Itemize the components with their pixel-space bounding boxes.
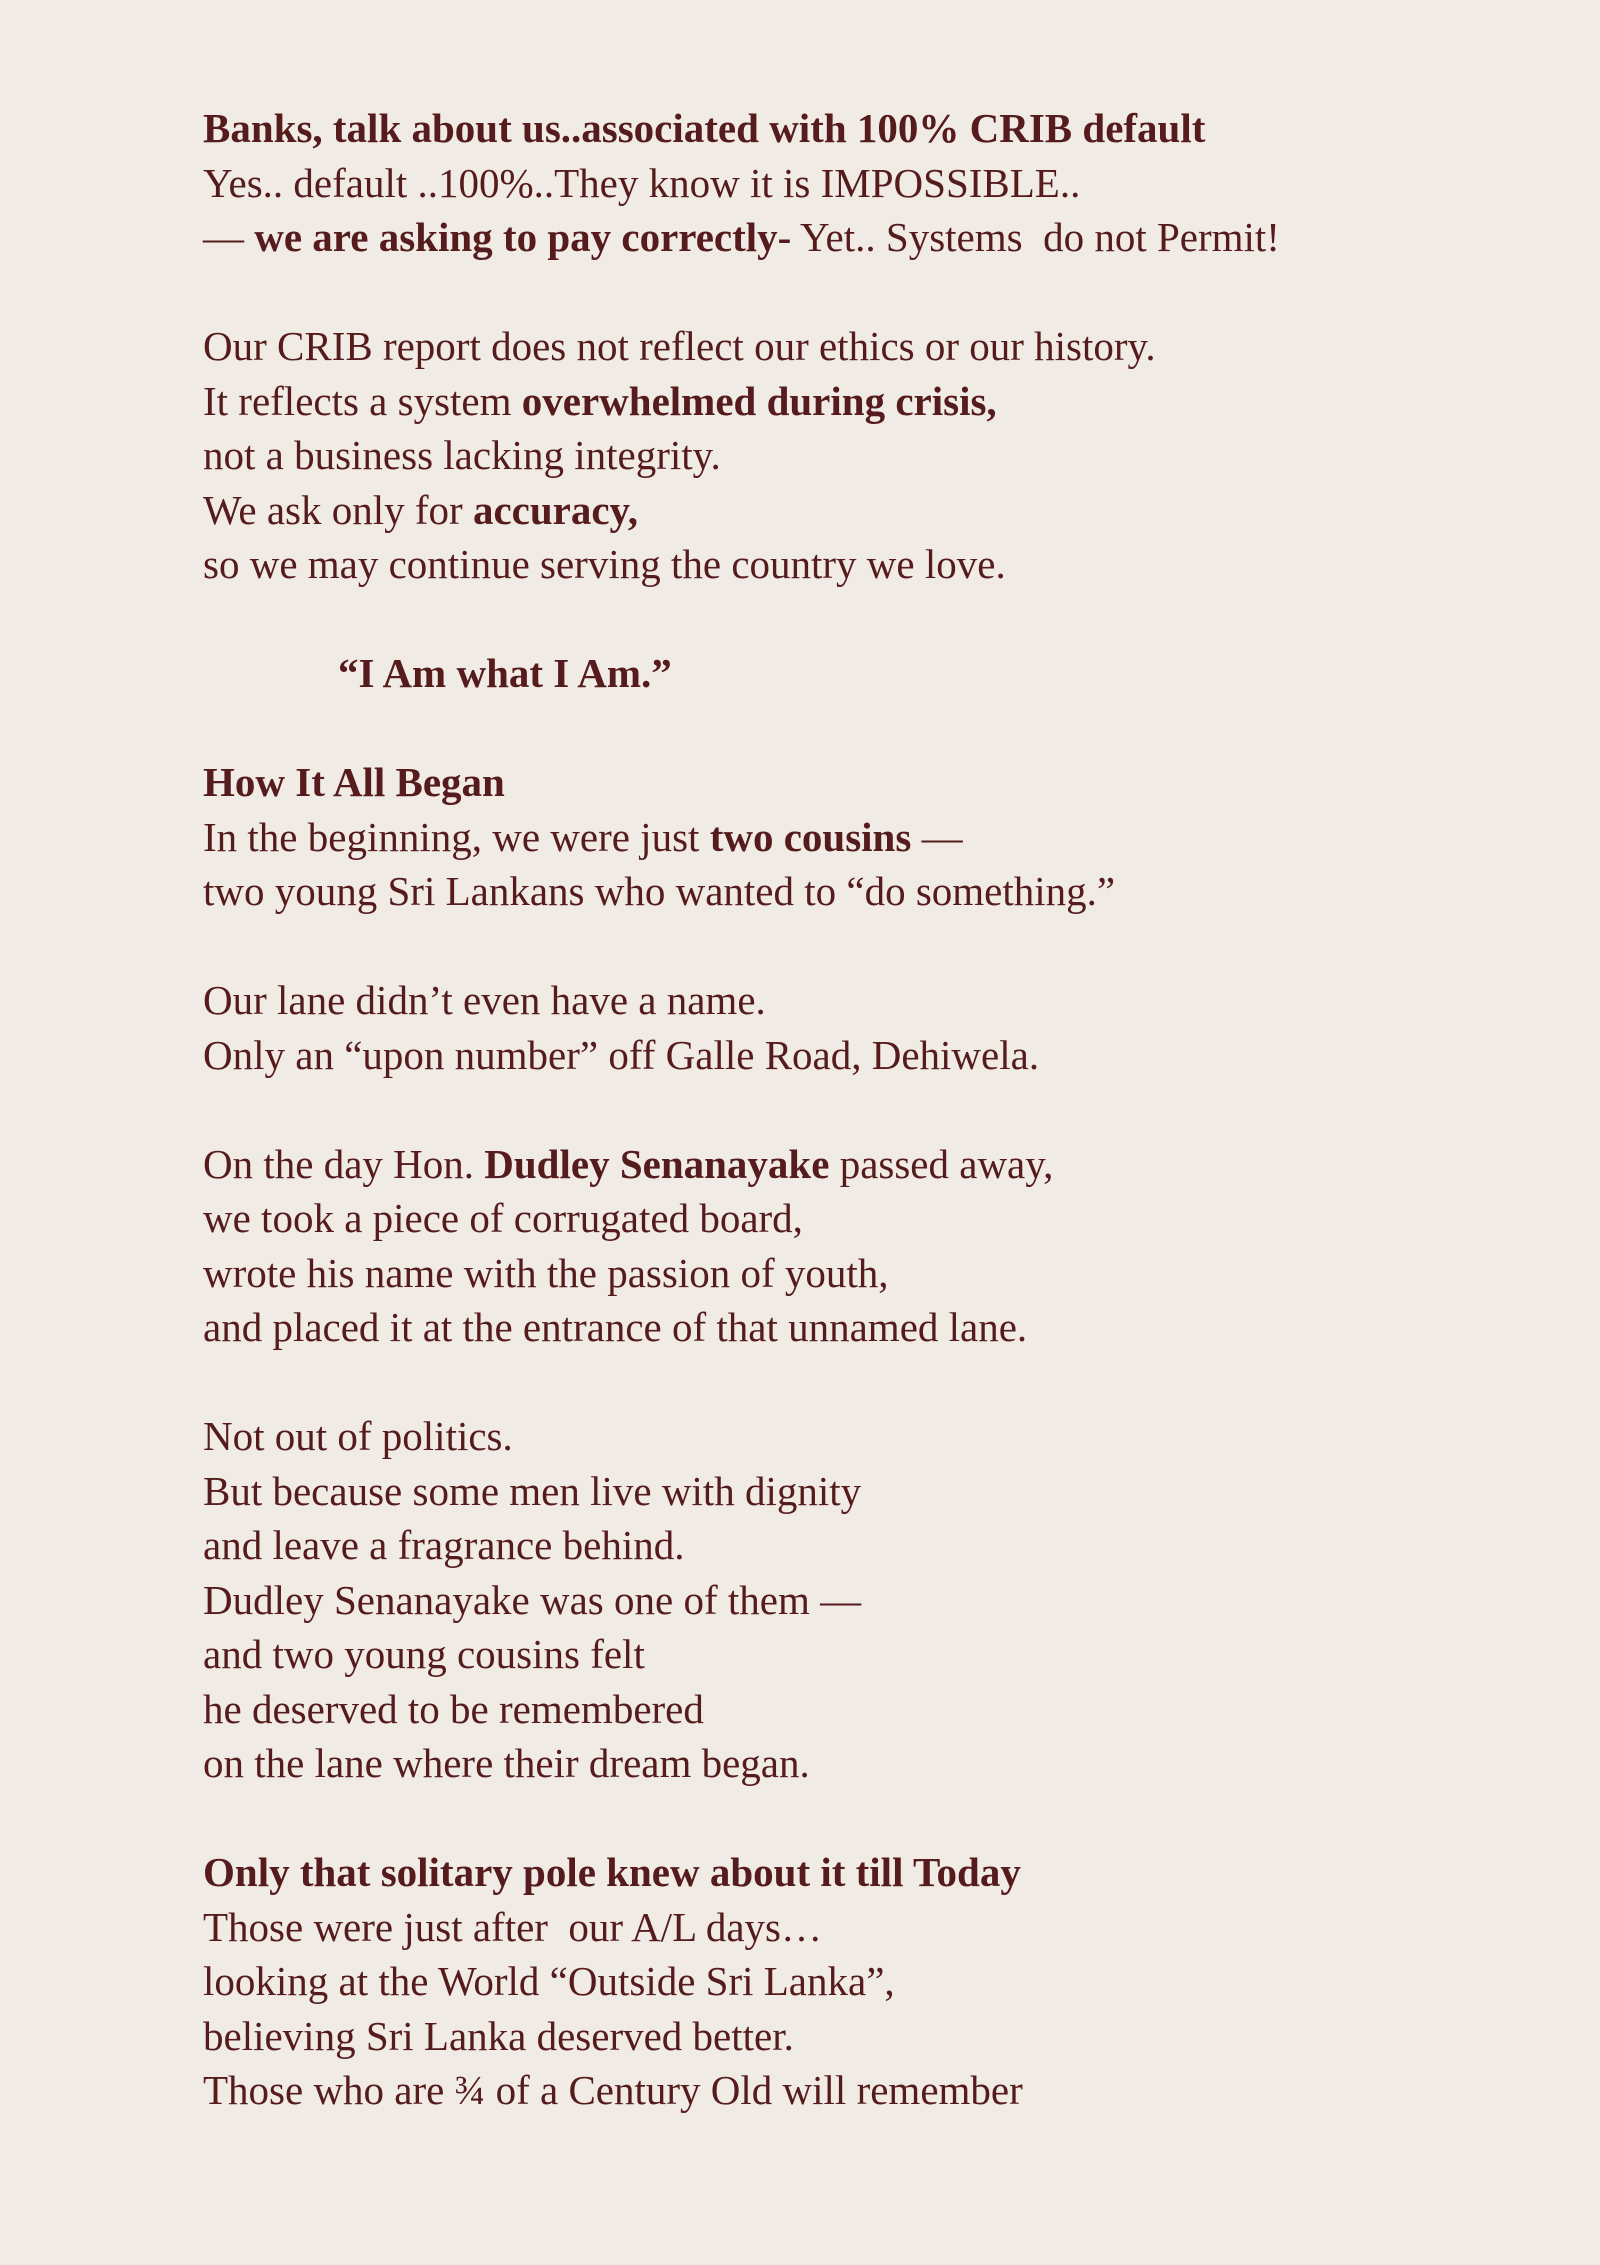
crib-line: Our CRIB report does not reflect our ethics or our history.: [203, 323, 1156, 369]
intro-line: Yes.. default ..100%..They know it is IMPOSSIBLE..: [203, 159, 1081, 206]
pole-line: Those were just after our A/L days…: [203, 1903, 823, 1950]
crib-line-bold: accuracy,: [472, 486, 639, 533]
politics-line: But because some men live with dignity: [203, 1467, 862, 1514]
dudley-line: [203, 1137, 1533, 1192]
began-line: two young Sri Lankans who wanted to “do something.”: [203, 868, 1116, 914]
politics-line: Not out of politics.: [203, 1413, 513, 1459]
pole-line: looking at the World “Outside Sri Lanka”,: [203, 1958, 895, 2004]
section-heading: Only that solitary pole knew about it till Today: [203, 1849, 1021, 1895]
pole-line: believing Sri Lanka deserved better.: [203, 2012, 794, 2059]
dudley-line: and placed it at the entrance of that unnamed lane.: [203, 1304, 1028, 1350]
lane-line: Our lane didn’t even have a name.: [203, 977, 766, 1023]
dudley-line: we took a piece of corrugated board,: [203, 1195, 803, 1241]
politics-line: he deserved to be remembered: [203, 1685, 704, 1732]
intro-heading: Banks, talk about us..associated with 100% CRIB default: [203, 105, 1206, 151]
paragraph-gap: [203, 919, 1533, 974]
paragraph-gap: [203, 701, 1533, 756]
crib-line: [203, 483, 1533, 538]
paragraph-gap: [203, 265, 1533, 320]
began-line-bold: two cousins: [709, 813, 912, 860]
dudley-line-suffix: passed away,: [829, 1140, 1054, 1187]
paragraph-gap: [203, 1355, 1533, 1410]
dudley-line-bold: Dudley Senanayake: [484, 1140, 830, 1187]
paragraph-gap: [203, 1791, 1533, 1846]
paragraph-gap: [203, 1082, 1533, 1137]
politics-line: and two young cousins felt: [203, 1631, 645, 1677]
dudley-line: wrote his name with the passion of youth,: [203, 1249, 889, 1296]
began-line-prefix: In the beginning, we were just: [203, 813, 710, 860]
crib-line: so we may continue serving the country we love.: [203, 541, 1006, 587]
intro-line-rest: Yet.. Systems do not Permit!: [791, 214, 1280, 260]
began-line: [203, 810, 1533, 865]
began-line-suffix: —: [911, 813, 963, 860]
paragraph-gap: [203, 592, 1533, 647]
crib-line-prefix: We ask only for: [203, 486, 473, 533]
crib-line-bold: overwhelmed during crisis,: [521, 377, 997, 424]
intro-line-prefix: —: [203, 214, 255, 260]
politics-line: on the lane where their dream began.: [203, 1740, 810, 1786]
politics-line: Dudley Senanayake was one of them —: [203, 1576, 862, 1623]
section-heading: How It All Began: [203, 759, 505, 805]
document-page: [203, 101, 1533, 2118]
crib-line: [203, 374, 1533, 429]
intro-line-bold: we are asking to pay correctly-: [254, 214, 792, 260]
crib-line: not a business lacking integrity.: [203, 432, 721, 478]
crib-line-prefix: It reflects a system: [203, 377, 522, 424]
intro-line: [203, 210, 1533, 265]
dudley-line-prefix: On the day Hon.: [203, 1140, 485, 1187]
politics-line: and leave a fragrance behind.: [203, 1522, 685, 1568]
lane-line: Only an “upon number” off Galle Road, Dehiwela.: [203, 1031, 1040, 1078]
pole-line: Those who are ¾ of a Century Old will remember: [203, 2067, 1023, 2113]
quote-line: “I Am what I Am.”: [338, 650, 672, 696]
